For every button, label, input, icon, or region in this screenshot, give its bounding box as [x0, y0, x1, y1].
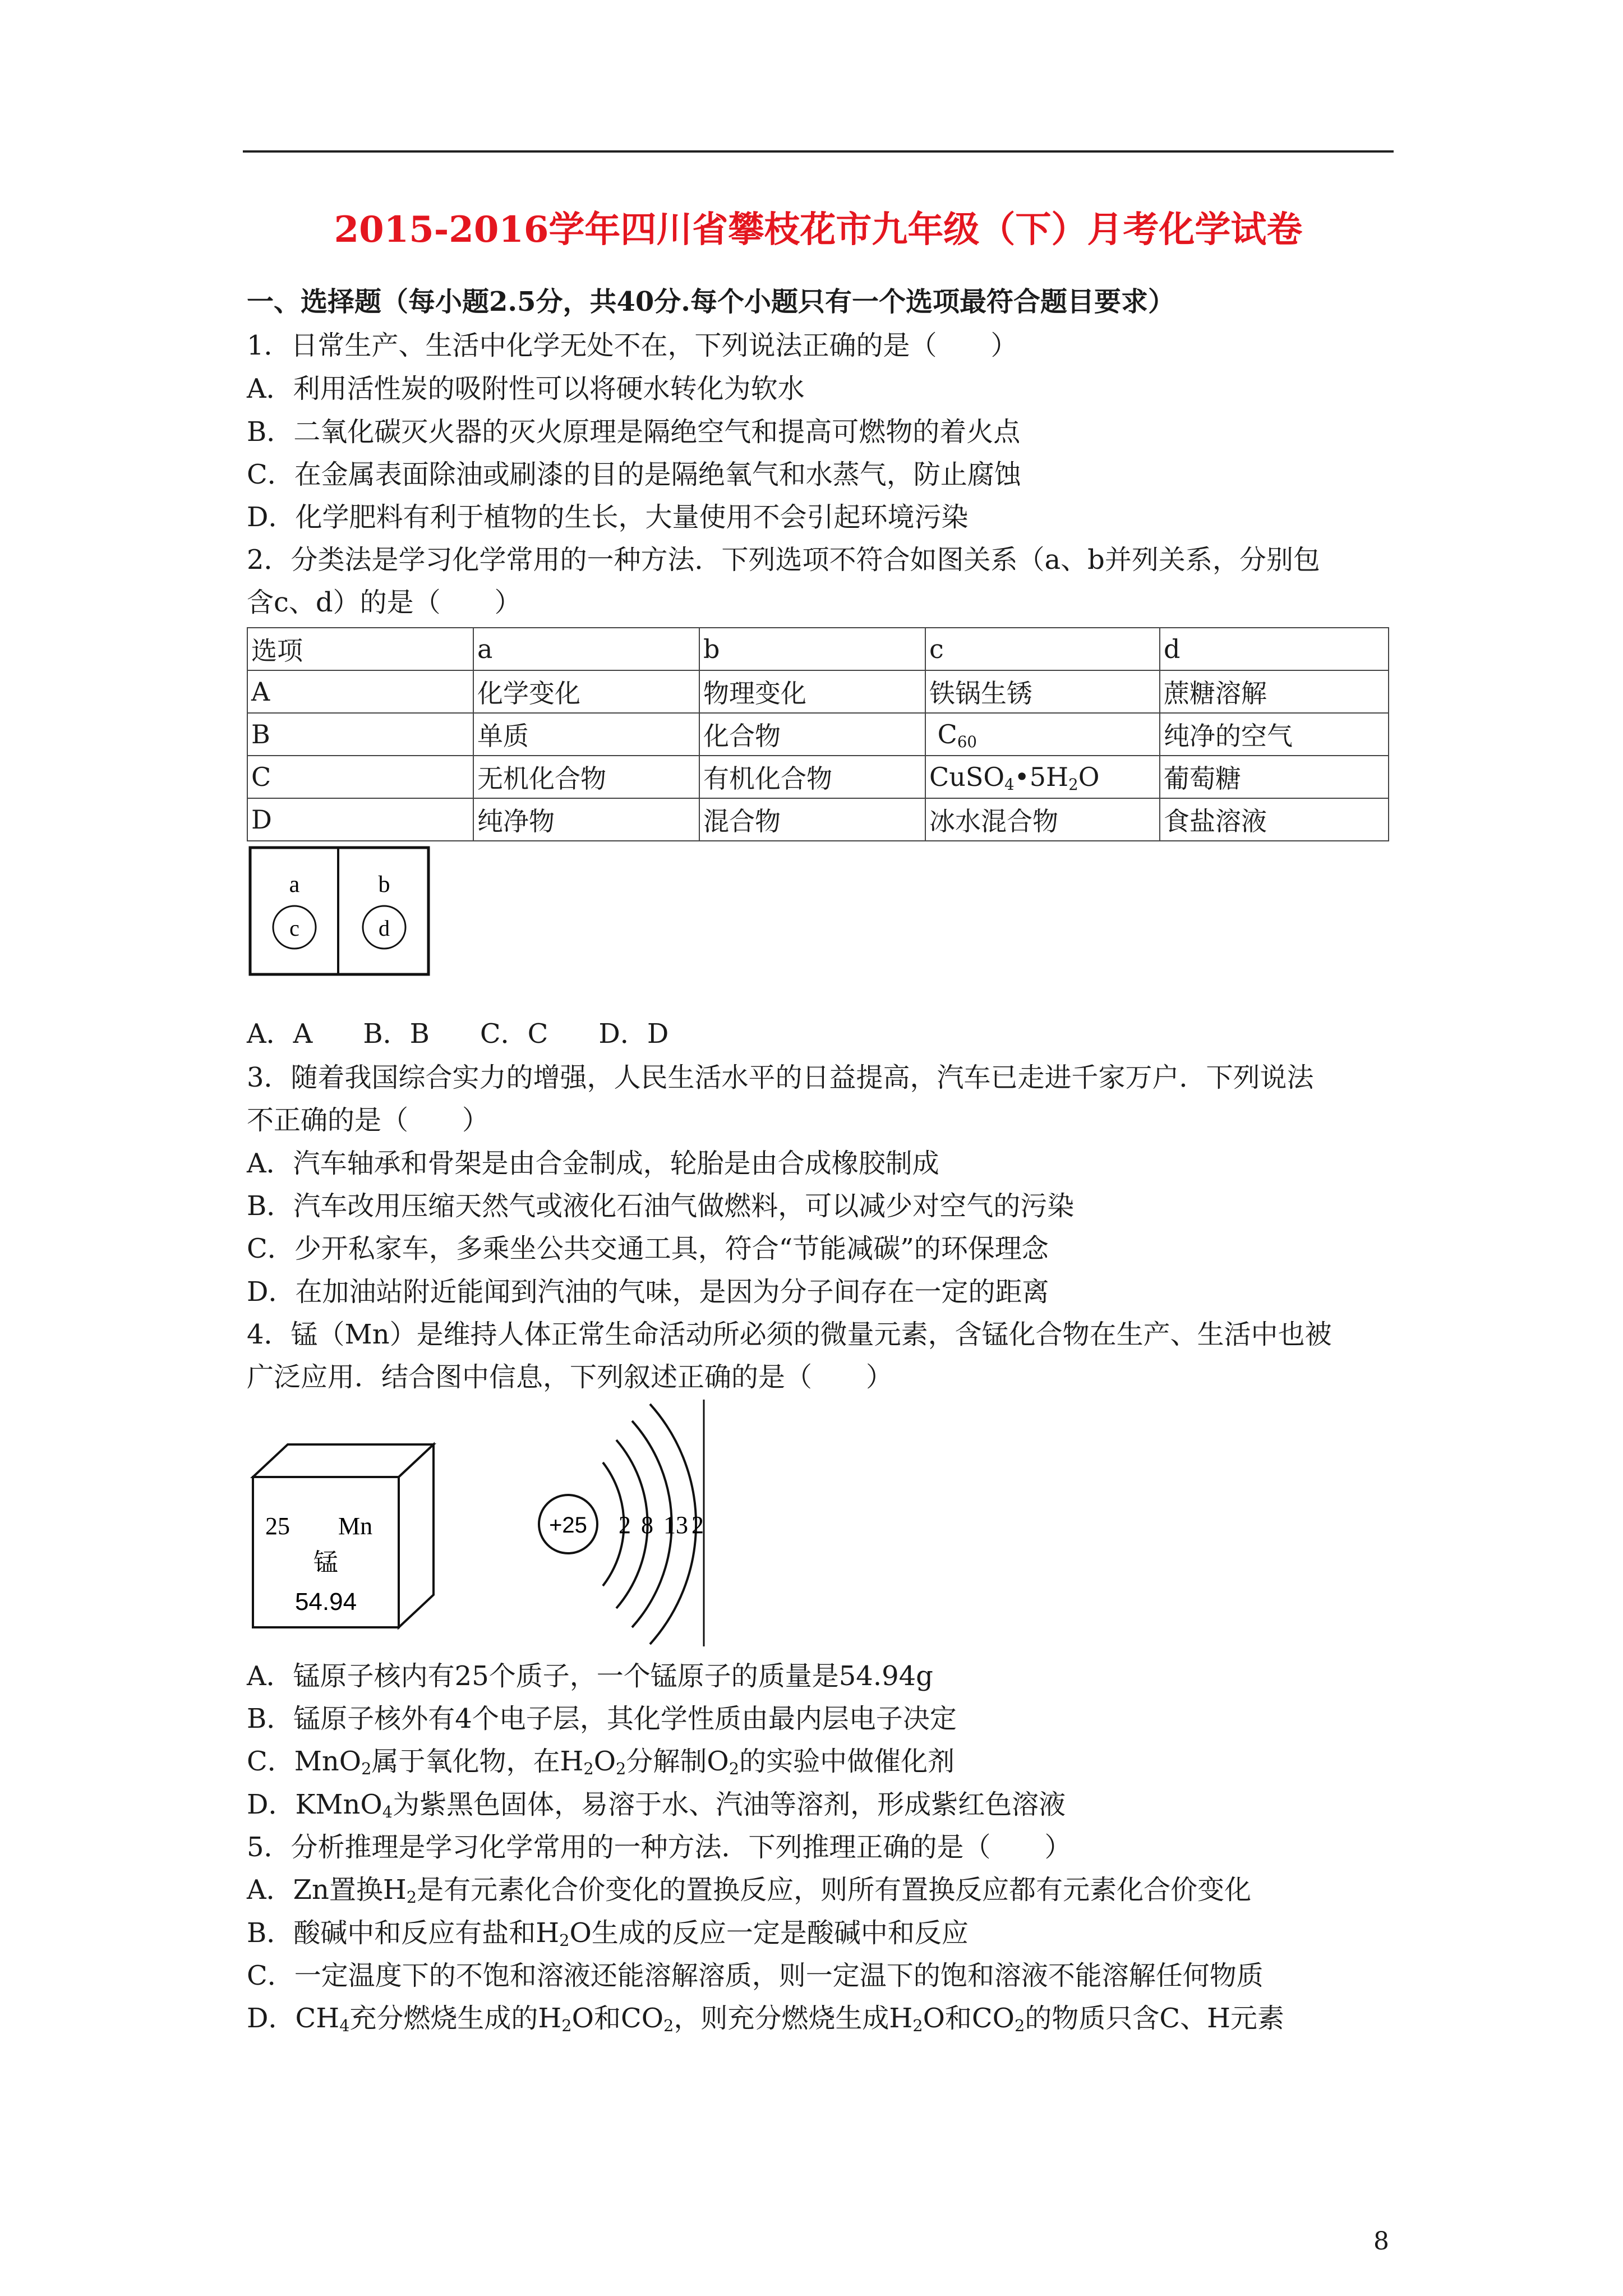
venn-label-d: d — [379, 915, 390, 941]
table-cell: 葡萄糖 — [1160, 756, 1389, 798]
shell-electrons-2: 8 — [641, 1511, 653, 1539]
manganese-figure — [248, 1400, 706, 1646]
page-title: 2015-2016学年四川省攀枝花市九年级（下）月考化学试卷 — [334, 209, 1303, 251]
q3-option-a: A．汽车轴承和骨架是由合金制成，轮胎是由合成橡胶制成 — [247, 1148, 939, 1179]
table-cell: C — [247, 756, 473, 798]
q5-option-d: D．$CH_4$充分燃烧生成的$H_2O$和$CO_2$，则充分燃烧生成$H_2O$和$CO_2$的物质只含C、H元素 — [247, 2003, 1284, 2036]
table-header-cell: b — [699, 628, 925, 670]
section-heading: 一、选择题（每小题2.5分，共40分.每个小题只有一个选项最符合题目要求） — [247, 286, 1175, 318]
nucleus-charge: +25 — [549, 1513, 587, 1538]
table-row — [247, 713, 1389, 756]
table-cell — [925, 756, 1160, 798]
q4-option-c: C．MnO$_2$属于氧化物，在$H_2O_2$分解制$O_2$的实验中做催化剂 — [247, 1746, 955, 1779]
page-number: 8 — [1373, 2227, 1389, 2256]
q4-stem-line1: 4．锰（Mn）是维持人体正常生命活动所必须的微量元素，含锰化合物在生产、生活中也被 — [247, 1319, 1332, 1350]
element-symbol: Mn — [338, 1512, 373, 1540]
table-cell: 单质 — [473, 713, 699, 756]
q3-stem-line1: 3．随着我国综合实力的增强，人民生活水平的日益提高，汽车已走进千家万户．下列说法 — [247, 1062, 1314, 1093]
q1-option-c: C．在金属表面除油或刷漆的目的是隔绝氧气和水蒸气，防止腐蚀 — [247, 459, 1021, 490]
q4-option-d: D．KMnO$_4$为紫黑色固体，易溶于水、汽油等溶剂，形成紫红色溶液 — [247, 1789, 1066, 1822]
table-header-row — [247, 628, 1389, 670]
table-cell: 物理变化 — [699, 670, 925, 713]
q3-option-d: D．在加油站附近能闻到汽油的气味，是因为分子间存在一定的距离 — [247, 1276, 1049, 1308]
table-cell: 铁锅生锈 — [925, 670, 1160, 713]
q3-option-b: B．汽车改用压缩天然气或液化石油气做燃料，可以减少对空气的污染 — [247, 1190, 1075, 1222]
table-cell — [925, 713, 1160, 756]
choice-b: B．B — [363, 1018, 430, 1050]
venn-diagram — [248, 846, 430, 976]
table-cell: 纯净物 — [473, 798, 699, 841]
q1-stem: 1．日常生产、生活中化学无处不在，下列说法正确的是（ ） — [247, 330, 1018, 361]
table-header-cell: d — [1160, 628, 1389, 670]
header-rule — [243, 150, 1394, 153]
formula-cuso4: $CuSO_4•5H_2O$ — [929, 762, 1100, 794]
q4-stem-line2: 广泛应用．结合图中信息，下列叙述正确的是（ ） — [247, 1361, 893, 1393]
table-cell: 有机化合物 — [699, 756, 925, 798]
choice-d: D．D — [598, 1018, 669, 1050]
q1-option-b: B．二氧化碳灭火器的灭火原理是隔绝空气和提高可燃物的着火点 — [247, 416, 1021, 448]
table-header-cell: c — [925, 628, 1160, 670]
q1-option-d: D．化学肥料有利于植物的生长，大量使用不会引起环境污染 — [247, 501, 969, 533]
element-mass: 54.94 — [294, 1588, 357, 1616]
element-card — [253, 1444, 434, 1627]
q5-stem: 5．分析推理是学习化学常用的一种方法．下列推理正确的是（ ） — [247, 1832, 1072, 1863]
element-number: 25 — [265, 1512, 290, 1540]
atom-structure-diagram — [539, 1404, 704, 1644]
q4-option-a: A．锰原子核内有25个质子，一个锰原子的质量是54.94g — [247, 1660, 933, 1692]
choice-a: A．A — [247, 1018, 313, 1050]
table-row — [247, 798, 1389, 841]
q3-stem-line2: 不正确的是（ ） — [247, 1105, 490, 1136]
shell-electrons-1: 2 — [619, 1511, 631, 1539]
formula-c60: $C_{60}$ — [937, 719, 977, 751]
q2-choices — [247, 1018, 668, 1050]
table-cell: A — [247, 670, 473, 713]
q1-option-a: A．利用活性炭的吸附性可以将硬水转化为软水 — [247, 373, 805, 404]
shell-electrons-3: 13 — [663, 1511, 688, 1539]
q5-option-b: B．酸碱中和反应有盐和$H_2O$生成的反应一定是酸碱中和反应 — [247, 1917, 969, 1950]
choice-c: C．C — [479, 1018, 548, 1050]
element-name: 锰 — [313, 1548, 338, 1577]
q2-stem-line2: 含c、d）的是（ ） — [247, 587, 522, 618]
table-cell: 混合物 — [699, 798, 925, 841]
venn-label-c: c — [289, 915, 299, 941]
table-cell: B — [247, 713, 473, 756]
table-row — [247, 670, 1389, 713]
q4-option-b: B．锰原子核外有4个电子层，其化学性质由最内层电子决定 — [247, 1703, 957, 1734]
shell-electrons-4: 2 — [691, 1511, 704, 1539]
q2-options-table — [247, 627, 1389, 841]
q5-option-c: C．一定温度下的不饱和溶液还能溶解溶质，则一定温下的饱和溶液不能溶解任何物质 — [247, 1960, 1264, 1991]
table-cell: 蔗糖溶解 — [1160, 670, 1389, 713]
table-cell: 纯净的空气 — [1160, 713, 1389, 756]
table-cell: D — [247, 798, 473, 841]
table-cell: 化学变化 — [473, 670, 699, 713]
q3-option-c: C．少开私家车，多乘坐公共交通工具，符合“节能减碳”的环保理念 — [247, 1233, 1049, 1264]
q5-option-a: A．Zn置换$H_2$是有元素化合价变化的置换反应，则所有置换反应都有元素化合价变化 — [247, 1874, 1252, 1907]
table-cell: 食盐溶液 — [1160, 798, 1389, 841]
table-cell: 无机化合物 — [473, 756, 699, 798]
table-header-cell: a — [473, 628, 699, 670]
venn-label-b: b — [378, 872, 390, 898]
table-cell: 化合物 — [699, 713, 925, 756]
q2-stem-line1: 2．分类法是学习化学常用的一种方法．下列选项不符合如图关系（a、b并列关系，分别包 — [247, 544, 1320, 576]
venn-label-a: a — [289, 872, 300, 898]
table-header-cell: 选项 — [247, 628, 473, 670]
table-row — [247, 756, 1389, 798]
table-cell: 冰水混合物 — [925, 798, 1160, 841]
